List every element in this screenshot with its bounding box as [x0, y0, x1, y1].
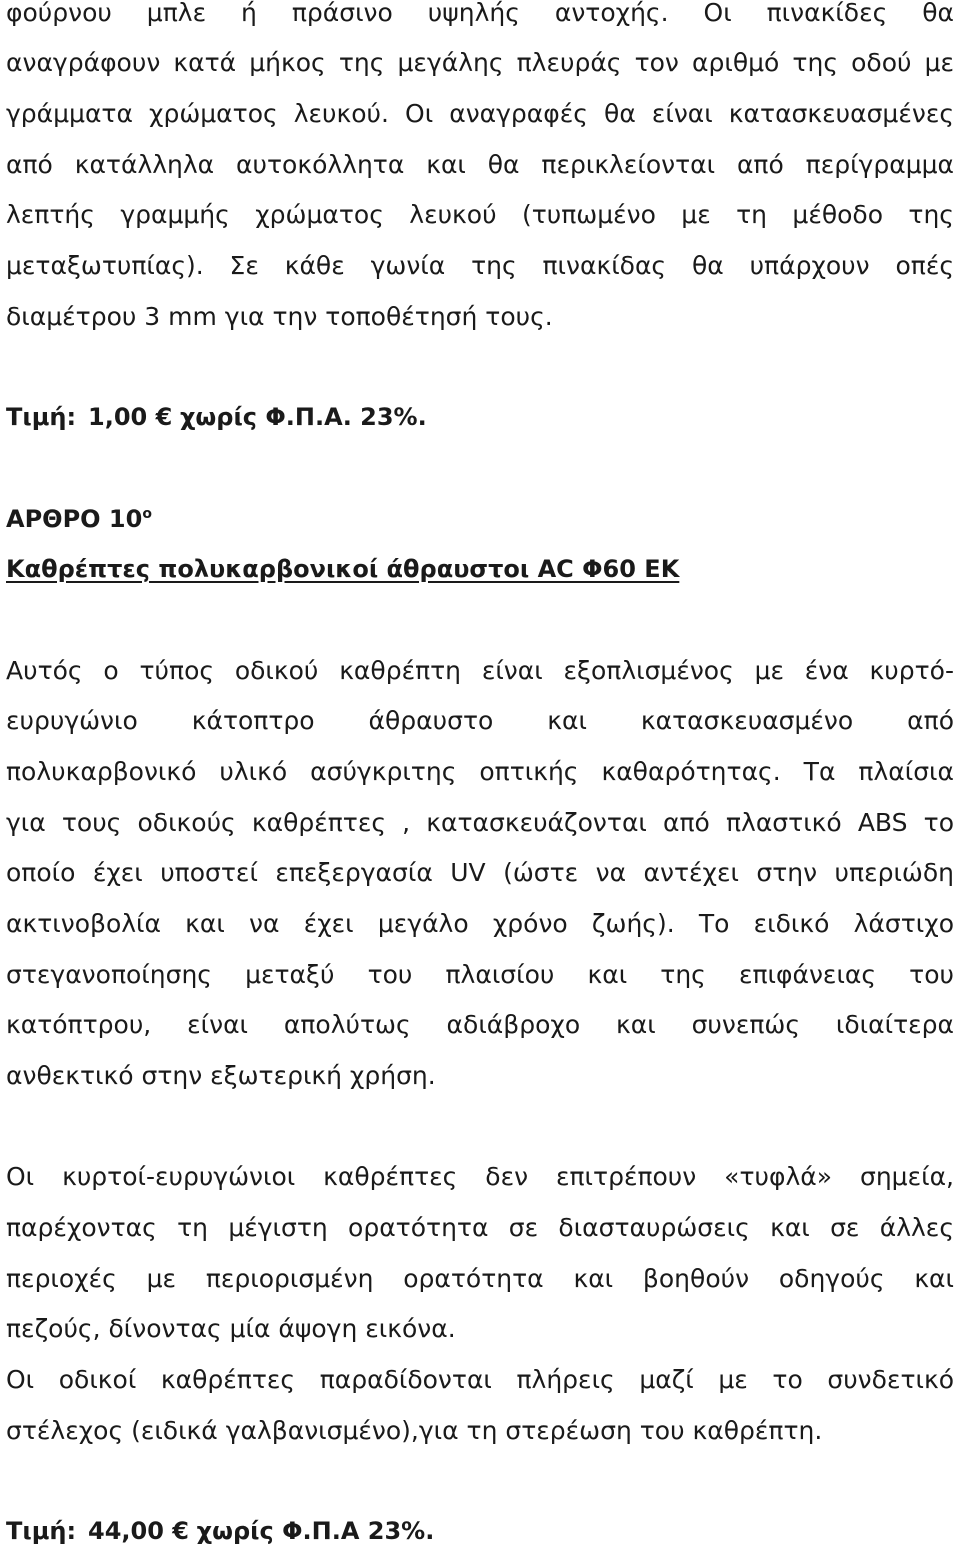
intro-line-5: λεπτής γραμμής χρώματος λευκού (τυπωμένο με τη μέθοδο της — [6, 200, 954, 229]
para1-line-6: ακτινοβολία και να έχει μεγάλο χρόνο ζωής). Το ειδικό λάστιχο — [6, 909, 954, 938]
para1-line-4: για τους οδικούς καθρέπτες , κατασκευάζονται από πλαστικό ABS το — [6, 808, 954, 837]
price-amount: 44,00 — [88, 1517, 164, 1545]
intro-line-6: μεταξωτυπίας). Σε κάθε γωνία της πινακίδας θα υπάρχουν οπές — [6, 251, 954, 280]
para2-line-3: περιοχές με περιορισμένη ορατότητα και βοηθούν οδηγούς και — [6, 1264, 954, 1293]
para1-line-7: στεγανοποίησης μεταξύ του πλαισίου και της επιφάνειας του — [6, 960, 954, 989]
price-label: Τιμή: — [6, 1517, 77, 1545]
price-suffix: χωρίς Φ.Π.Α 23%. — [196, 1517, 435, 1545]
intro-line-7: διαμέτρου 3 mm για την τοποθέτησή τους. — [6, 302, 553, 331]
para1-line-3: πολυκαρβονικό υλικό ασύγκριτης οπτικής καθαρότητας. Τα πλαίσια — [6, 757, 954, 786]
para1-line-9: ανθεκτικό στην εξωτερική χρήση. — [6, 1061, 436, 1090]
article-heading — [6, 502, 954, 536]
para3-line-1: Οι οδικοί καθρέπτες παραδίδονται πλήρεις μαζί με το συνδετικό — [6, 1365, 954, 1394]
para2-line-2: παρέχοντας τη μέγιστη ορατότητα σε διασταυρώσεις και σε άλλες — [6, 1213, 954, 1242]
price-suffix: χωρίς Φ.Π.Α. 23%. — [179, 403, 427, 431]
para1-line-5: οποίο έχει υποστεί επεξεργασία UV (ώστε να αντέχει στην υπεριώδη — [6, 858, 954, 887]
intro-line-3: γράμματα χρώματος λευκού. Οι αναγραφές θα είναι κατασκευασμένες — [6, 99, 954, 128]
para3-line-2: στέλεχος (ειδικά γαλβανισμένο),για τη στερέωση του καθρέπτη. — [6, 1416, 823, 1445]
euro-icon: € — [172, 1517, 189, 1545]
para1-line-8: κατόπτρου, είναι απολύτως αδιάβροχο και συνεπώς ιδιαίτερα — [6, 1010, 954, 1039]
intro-line-4: από κατάλληλα αυτοκόλλητα και θα περικλείονται από περίγραμμα — [6, 150, 954, 179]
para1-line-2: ευρυγώνιο κάτοπτρο άθραυστο και κατασκευασμένο από — [6, 706, 954, 735]
price-amount: 1,00 — [88, 403, 148, 431]
article-title: Καθρέπτες πολυκαρβονικοί άθραυστοι AC Φ60 ΕΚ — [6, 555, 680, 583]
para2-line-4: πεζούς, δίνοντας μία άψογη εικόνα. — [6, 1314, 456, 1343]
euro-icon: € — [155, 403, 173, 431]
intro-line-1: φούρνου μπλε ή πράσινο υψηλής αντοχής. Οι πινακίδες θα — [6, 0, 954, 27]
intro-line-2: αναγράφουν κατά μήκος της μεγάλης πλευράς τον αριθμό της οδού με — [6, 48, 954, 77]
para2-line-1: Οι κυρτοί-ευρυγώνιοι καθρέπτες δεν επιτρέπουν «τυφλά» σημεία, — [6, 1162, 954, 1191]
price-label: Τιμή: — [6, 403, 77, 431]
price-line-1 — [6, 400, 954, 434]
price-line-2 — [6, 1514, 954, 1548]
article-number-sup: ο — [142, 506, 152, 522]
para1-line-1: Αυτός ο τύπος οδικού καθρέπτη είναι εξοπλισμένος με ένα κυρτό- — [6, 656, 954, 685]
article-number: ΑΡΘΡΟ 10 — [6, 505, 143, 533]
